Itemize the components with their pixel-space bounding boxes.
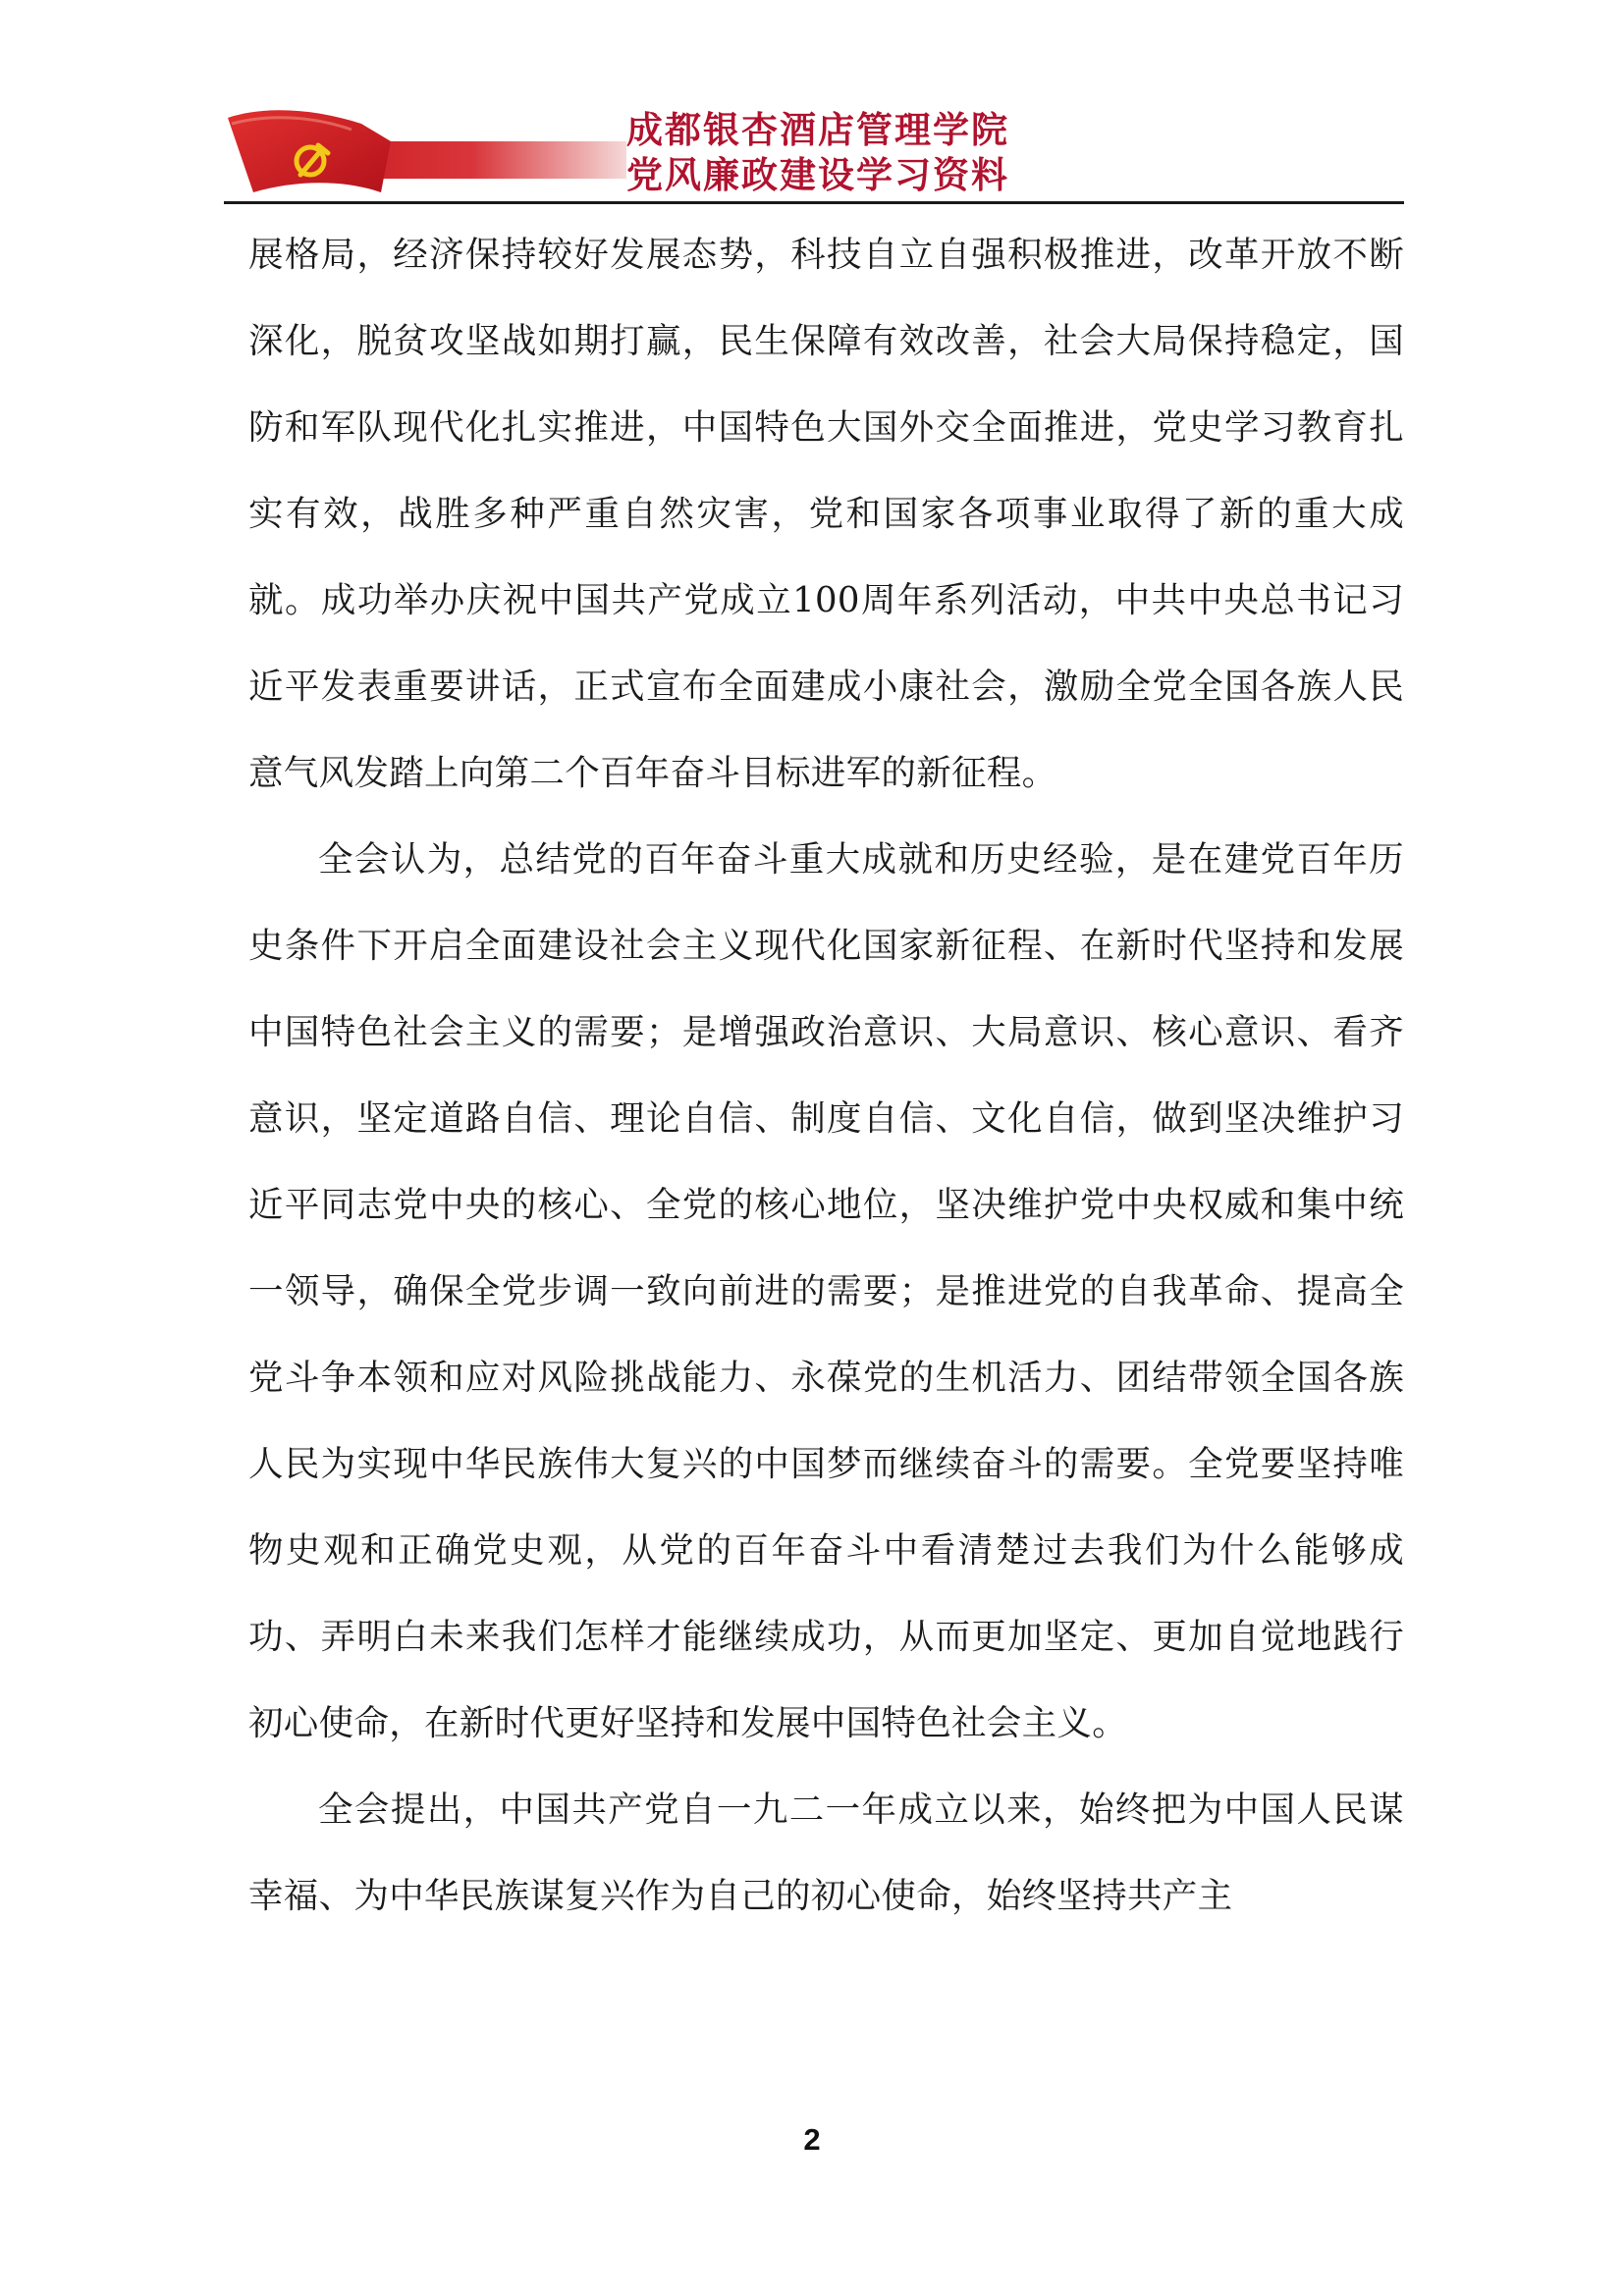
- body-paragraph: 全会认为，总结党的百年奋斗重大成就和历史经验，是在建党百年历史条件下开启全面建设社会主义现代化国家新征程、在新时代坚持和发展中国特色社会主义的需要；是增强政治意识、大局意识、核心意识、看齐意识，坚定道路自信、理论自信、制度自信、文化自信，做到坚决维护习近平同志党中央的核心、全党的核心地位，坚决维护党中央权威和集中统一领导，确保全党步调一致向前进的需要；是推进党的自我革命、提高全党斗争本领和应对风险挑战能力、永葆党的生机活力、团结带领全国各族人民为实现中华民族伟大复兴的中国梦而继续奋斗的需要。全党要坚持唯物史观和正确党史观，从党的百年奋斗中看清楚过去我们为什么能够成功、弄明白未来我们怎样才能继续成功，从而更加坚定、更加自觉地践行初心使命，在新时代更好坚持和发展中国特色社会主义。: [248, 839, 1404, 1743]
- body-paragraph: 全会提出，中国共产党自一九二一年成立以来，始终把为中国人民谋幸福、为中华民族谋复兴作为自己的初心使命，始终坚持共产主: [248, 1789, 1404, 1916]
- document-body: [248, 212, 1404, 1940]
- body-paragraph: 展格局，经济保持较好发展态势，科技自立自强积极推进，改革开放不断深化，脱贫攻坚战如期打赢，民生保障有效改善，社会大局保持稳定，国防和军队现代化扎实推进，中国特色大国外交全面推进，党史学习教育扎实有效，战胜多种严重自然灾害，党和国家各项事业取得了新的重大成就。成功举办庆祝中国共产党成立100周年系列活动，中共中央总书记习近平发表重要讲话，正式宣布全面建成小康社会，激励全党全国各族人民意气风发踏上向第二个百年奋斗目标进军的新征程。: [248, 235, 1404, 793]
- header-divider: [224, 201, 1404, 204]
- page-header: [224, 94, 1404, 202]
- header-title-college: 成都银杏酒店管理学院: [626, 109, 1009, 151]
- party-flag-banner: [224, 102, 626, 200]
- page-number: 2: [803, 2122, 821, 2157]
- header-title-subject: 党风廉政建设学习资料: [626, 154, 1009, 196]
